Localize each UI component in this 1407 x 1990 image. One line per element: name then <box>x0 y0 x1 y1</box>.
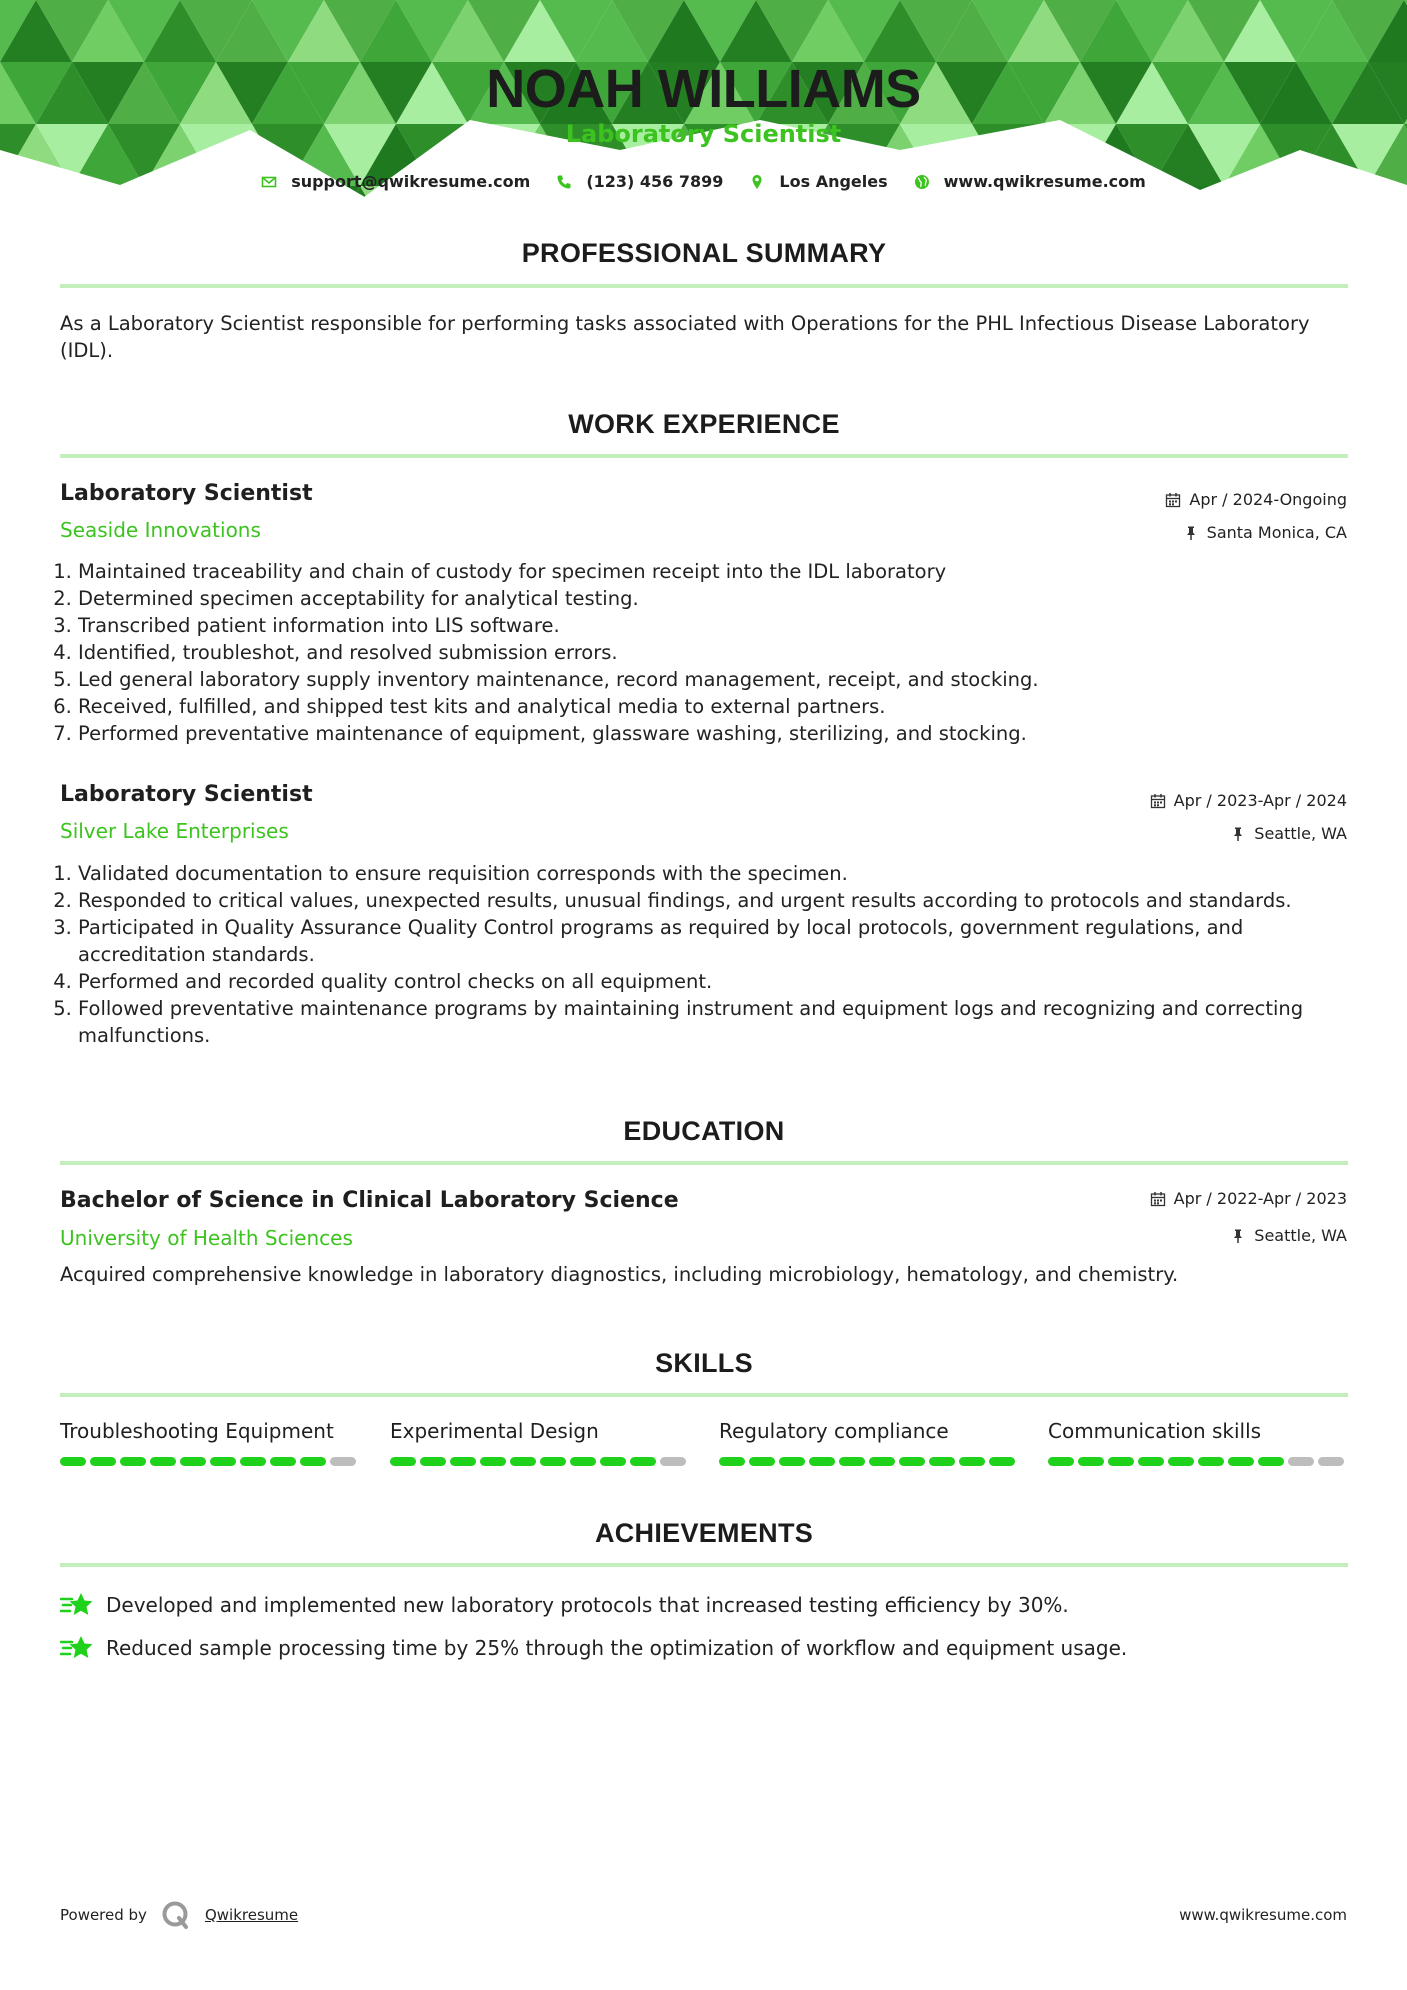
qwikresume-logo-icon <box>161 1900 191 1930</box>
list-item: 4. Identified, troubleshot, and resolved submission errors. <box>78 639 1366 666</box>
footer-powered-by <box>60 1900 298 1930</box>
skill-level-segment <box>1138 1457 1164 1466</box>
skill-level-segment <box>510 1457 536 1466</box>
education-degree: Bachelor of Science in Clinical Laboratory Science <box>60 1188 679 1213</box>
achievement-text: Reduced sample processing time by 25% through the optimization of workflow and equipment usage. <box>106 1636 1128 1660</box>
education-school: University of Health Sciences <box>60 1226 353 1250</box>
list-item: 6. Received, fulfilled, and shipped test kits and analytical media to external partners. <box>78 693 1366 720</box>
job-company: Silver Lake Enterprises <box>60 819 289 843</box>
list-item: 5. Followed preventative maintenance programs by maintaining instrument and equipment logs and recognizing and correcting malfunctions. <box>78 995 1366 1049</box>
list-item: 2. Responded to critical values, unexpected results, unusual findings, and urgent results according to protocols and standards. <box>78 887 1366 914</box>
calendar-icon <box>1150 1191 1166 1207</box>
contact-email[interactable] <box>261 172 530 191</box>
skill-level-segment <box>120 1457 146 1466</box>
skill-level-segment <box>600 1457 626 1466</box>
candidate-name: NOAH WILLIAMS <box>486 59 921 119</box>
job-location-text: Santa Monica, CA <box>1206 523 1347 542</box>
skill-level-segment <box>719 1457 745 1466</box>
skill-level-segment <box>390 1457 416 1466</box>
job-title: Laboratory Scientist <box>60 481 313 506</box>
skill-level-segment <box>779 1457 805 1466</box>
skill-level-segment <box>1318 1457 1344 1466</box>
skill-level-segment <box>240 1457 266 1466</box>
skill-level-segment <box>839 1457 865 1466</box>
skill-level-segment <box>450 1457 476 1466</box>
achievement-item <box>60 1633 1127 1663</box>
skill-name: Troubleshooting Equipment <box>60 1419 334 1443</box>
job-dates <box>1165 490 1347 509</box>
thumbtack-icon <box>1230 1228 1246 1244</box>
skill-item <box>60 1419 360 1466</box>
skill-level-segment <box>270 1457 296 1466</box>
job-dates-text: Apr / 2024-Ongoing <box>1189 490 1347 509</box>
job-location <box>1183 523 1347 542</box>
skill-level-segment <box>749 1457 775 1466</box>
section-title-education: EDUCATION <box>623 1116 785 1146</box>
contact-location-text: Los Angeles <box>779 172 888 191</box>
skill-level-segment <box>1078 1457 1104 1466</box>
candidate-role: Laboratory Scientist <box>565 120 842 148</box>
contact-location <box>749 172 887 191</box>
job-location-text: Seattle, WA <box>1254 824 1347 843</box>
job-location <box>1230 824 1347 843</box>
list-item: 1. Maintained traceability and chain of custody for specimen receipt into the IDL laboratory <box>78 558 1366 585</box>
skill-level-bar <box>60 1457 360 1466</box>
skill-level-segment <box>959 1457 985 1466</box>
skill-level-segment <box>210 1457 236 1466</box>
skill-level-segment <box>929 1457 955 1466</box>
list-item: 4. Performed and recorded quality control checks on all equipment. <box>78 968 1366 995</box>
job-title: Laboratory Scientist <box>60 782 313 807</box>
list-item: 2. Determined specimen acceptability for analytical testing. <box>78 585 1366 612</box>
skill-level-segment <box>630 1457 656 1466</box>
achievement-item <box>60 1590 1069 1620</box>
skill-level-bar <box>719 1457 1019 1466</box>
skill-level-segment <box>1228 1457 1254 1466</box>
job-dates <box>1150 791 1347 810</box>
skill-level-segment <box>480 1457 506 1466</box>
list-item: 3. Participated in Quality Assurance Quality Control programs as required by local protocols, government regulations, and accreditation standards. <box>78 914 1366 968</box>
list-item: 1. Validated documentation to ensure requisition corresponds with the specimen. <box>78 860 1366 887</box>
shooting-star-icon <box>60 1590 94 1620</box>
calendar-icon <box>1165 492 1181 508</box>
globe-icon <box>914 174 930 190</box>
job-bullets <box>60 558 1366 747</box>
skill-item <box>390 1419 690 1466</box>
section-divider <box>60 1563 1348 1567</box>
skill-level-segment <box>1168 1457 1194 1466</box>
skill-name: Regulatory compliance <box>719 1419 949 1443</box>
job-bullets <box>60 860 1366 1049</box>
skill-level-segment <box>1108 1457 1134 1466</box>
thumbtack-icon <box>1183 525 1199 541</box>
skill-level-segment <box>330 1457 356 1466</box>
skill-level-segment <box>809 1457 835 1466</box>
skill-level-segment <box>1198 1457 1224 1466</box>
skill-name: Communication skills <box>1048 1419 1262 1443</box>
section-divider <box>60 454 1348 458</box>
skill-level-segment <box>869 1457 895 1466</box>
list-item: 3. Transcribed patient information into LIS software. <box>78 612 1366 639</box>
contact-phone-text: (123) 456 7899 <box>586 172 724 191</box>
skill-level-segment <box>1288 1457 1314 1466</box>
skill-item <box>719 1419 1019 1466</box>
skill-level-segment <box>660 1457 686 1466</box>
footer-url[interactable]: www.qwikresume.com <box>1179 1906 1347 1924</box>
job-dates-text: Apr / 2023-Apr / 2024 <box>1173 791 1347 810</box>
skill-level-segment <box>1258 1457 1284 1466</box>
skill-level-segment <box>420 1457 446 1466</box>
skill-level-segment <box>540 1457 566 1466</box>
contact-bar <box>0 172 1407 191</box>
education-dates-text: Apr / 2022-Apr / 2023 <box>1173 1189 1347 1208</box>
contact-phone[interactable] <box>556 172 723 191</box>
skill-level-segment <box>989 1457 1015 1466</box>
section-divider <box>60 1161 1348 1165</box>
skill-item <box>1048 1419 1348 1466</box>
education-dates <box>1150 1189 1347 1208</box>
job-company: Seaside Innovations <box>60 518 261 542</box>
skill-level-segment <box>300 1457 326 1466</box>
achievement-text: Developed and implemented new laboratory protocols that increased testing efficiency by 30%. <box>106 1593 1069 1617</box>
qwikresume-link[interactable]: Qwikresume <box>204 1906 299 1924</box>
map-pin-icon <box>749 174 765 190</box>
skill-level-segment <box>180 1457 206 1466</box>
education-location-text: Seattle, WA <box>1254 1226 1347 1245</box>
contact-email-text: support@qwikresume.com <box>291 172 531 191</box>
education-description: Acquired comprehensive knowledge in laboratory diagnostics, including microbiology, hematology, and chemistry. <box>60 1263 1179 1286</box>
education-location <box>1230 1226 1347 1245</box>
skill-level-segment <box>1048 1457 1074 1466</box>
skill-level-segment <box>150 1457 176 1466</box>
calendar-icon <box>1150 793 1166 809</box>
thumbtack-icon <box>1230 826 1246 842</box>
phone-icon <box>556 174 572 190</box>
envelope-icon <box>261 174 277 190</box>
section-title-summary: PROFESSIONAL SUMMARY <box>521 238 887 268</box>
section-title-achievements: ACHIEVEMENTS <box>594 1518 814 1548</box>
section-divider <box>60 1393 1348 1397</box>
powered-by-label: Powered by <box>60 1906 147 1924</box>
skill-level-bar <box>390 1457 690 1466</box>
section-title-skills: SKILLS <box>655 1348 753 1378</box>
skill-level-segment <box>570 1457 596 1466</box>
skill-level-bar <box>1048 1457 1348 1466</box>
skill-name: Experimental Design <box>390 1419 599 1443</box>
section-title-experience: WORK EXPERIENCE <box>568 409 840 439</box>
shooting-star-icon <box>60 1633 94 1663</box>
contact-website-text: www.qwikresume.com <box>943 172 1146 191</box>
summary-text: As a Laboratory Scientist responsible for performing tasks associated with Operations for the PHL Infectious Disease Laboratory (IDL). <box>60 312 1310 362</box>
list-item: 7. Performed preventative maintenance of equipment, glassware washing, sterilizing, and stocking. <box>78 720 1366 747</box>
section-divider <box>60 284 1348 288</box>
contact-website[interactable] <box>914 172 1146 191</box>
skill-level-segment <box>899 1457 925 1466</box>
list-item: 5. Led general laboratory supply inventory maintenance, record management, receipt, and stocking. <box>78 666 1366 693</box>
skill-level-segment <box>60 1457 86 1466</box>
skill-level-segment <box>90 1457 116 1466</box>
